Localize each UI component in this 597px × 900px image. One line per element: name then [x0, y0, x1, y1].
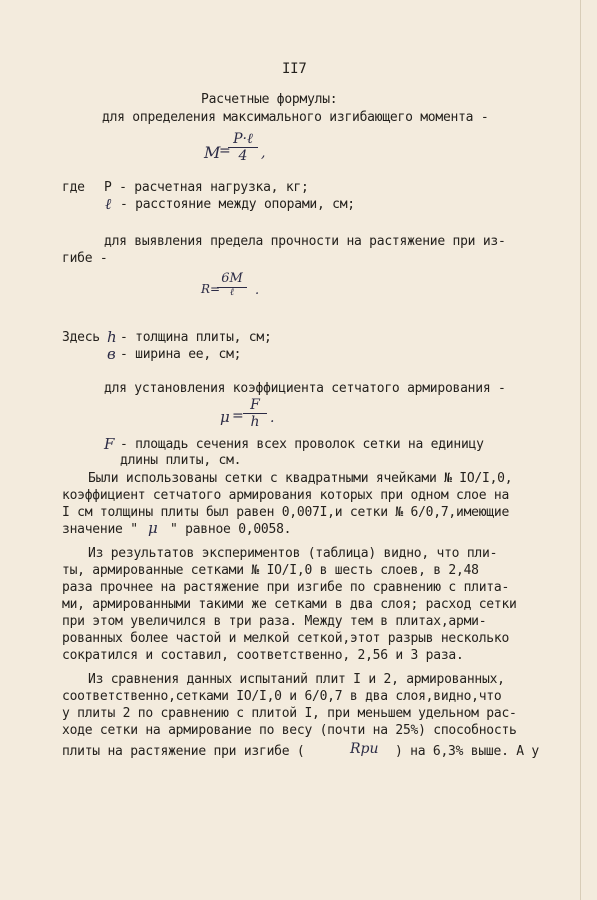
definition-h: - толщина плиты, см; — [120, 330, 272, 345]
definition-l: - расстояние между опорами, см; — [120, 197, 355, 212]
paragraph2-line7: сократился и составил, соответственно, 2,56 и 3 раза. — [62, 648, 464, 663]
formula-strength-eq: = — [210, 282, 221, 296]
formula-strength-denominator: ℓ — [229, 287, 235, 298]
paragraph2-line4: ми, армированными такими же сетками в два слоя; расход сетки — [62, 597, 517, 612]
definition-f-line1: - площадь сечения всех проволок сетки на единицу — [120, 437, 484, 452]
here-label: Здесь — [62, 330, 100, 345]
paragraph3-line1: Из сравнения данных испытаний плит I и 2, армированных, — [88, 672, 505, 687]
paragraph3-rpu-symbol: Rpu — [350, 741, 379, 757]
formula-moment-numerator: P·ℓ — [233, 131, 253, 147]
paragraph3-line5-start: плиты на растяжение при изгибе ( — [62, 744, 305, 759]
paragraph1-line3: I см толщины плиты был равен 0,007I,и сетки № 6/0,7,имеющие — [62, 505, 510, 520]
definition-l-symbol: ℓ — [105, 195, 112, 213]
formula-mesh-denominator: h — [250, 414, 260, 430]
definition-h-symbol: h — [107, 328, 117, 346]
paragraph2-line6: рованных более частой и мелкой сеткой,этот разрыв несколько — [62, 631, 510, 646]
intro-mesh: для установления коэффициента сетчатого армирования - — [104, 381, 506, 396]
definition-f-line2: длины плиты, см. — [120, 453, 242, 468]
paragraph1-line4-end: " равное 0,0058. — [170, 522, 292, 537]
page-number: II7 — [282, 61, 307, 77]
paragraph3-line3: у плиты 2 по сравнению с плитой I, при меньшем удельном рас- — [62, 706, 517, 721]
formula-moment-denominator: 4 — [238, 148, 248, 164]
where-label: где — [62, 180, 85, 195]
formula-strength-numerator: 6M — [221, 271, 243, 286]
formula-moment-eq: = — [219, 143, 231, 159]
paragraph3-line4: ходе сетки на армирование по весу (почти на 25%) способность — [62, 723, 517, 738]
formula-mesh-eq: = — [232, 408, 244, 424]
formula-moment-fraction — [228, 132, 258, 163]
page-edge — [580, 0, 581, 900]
paragraph2-line1: Из результатов экспериментов (таблица) видно, что пли- — [88, 546, 498, 561]
paragraph1-line1: Были использованы сетки с квадратными ячейками № IO/I,0, — [88, 471, 513, 486]
paragraph1-mu-symbol: μ — [148, 519, 158, 537]
intro-moment: для определения максимального изгибающего момента - — [102, 110, 489, 125]
formula-strength-lhs: R — [201, 282, 211, 296]
paragraph3-line5-end: ) на 6,3% выше. А у — [395, 744, 539, 759]
paragraph2-line5: при этом увеличился в три раза. Между тем в плитах,арми- — [62, 614, 487, 629]
formula-strength-tail: . — [255, 283, 260, 298]
paragraph1-line4-start: значение " — [62, 522, 138, 537]
formula-moment-tail: , — [261, 145, 266, 161]
definition-p: P - расчетная нагрузка, кг; — [104, 180, 309, 195]
paragraph3-line2: соответственно,сетками IO/I,0 и 6/0,7 в два слоя,видно,что — [62, 689, 502, 704]
formulas-heading: Расчетные формулы: — [201, 92, 338, 107]
definition-b-symbol: в — [107, 345, 116, 363]
formula-mesh-fraction — [243, 398, 267, 429]
formula-mesh-numerator: F — [250, 397, 260, 413]
intro-strength-line2: гибе - — [62, 251, 108, 266]
paragraph1-line2: коэффициент сетчатого армирования которых при одном слое на — [62, 488, 510, 503]
formula-strength-fraction — [217, 272, 247, 297]
formula-moment-lhs: M — [204, 143, 221, 162]
paragraph2-line2: ты, армированные сетками № IO/I,0 в шесть слоев, в 2,48 — [62, 563, 479, 578]
definition-f-symbol: F — [104, 435, 115, 453]
definition-b: - ширина ее, см; — [120, 347, 242, 362]
paragraph2-line3: раза прочнее на растяжение при изгибе по сравнению с плита- — [62, 580, 510, 595]
intro-strength-line1: для выявления предела прочности на растяжение при из- — [104, 234, 506, 249]
formula-mesh-tail: . — [270, 410, 275, 426]
formula-mesh-lhs: μ — [220, 408, 230, 426]
